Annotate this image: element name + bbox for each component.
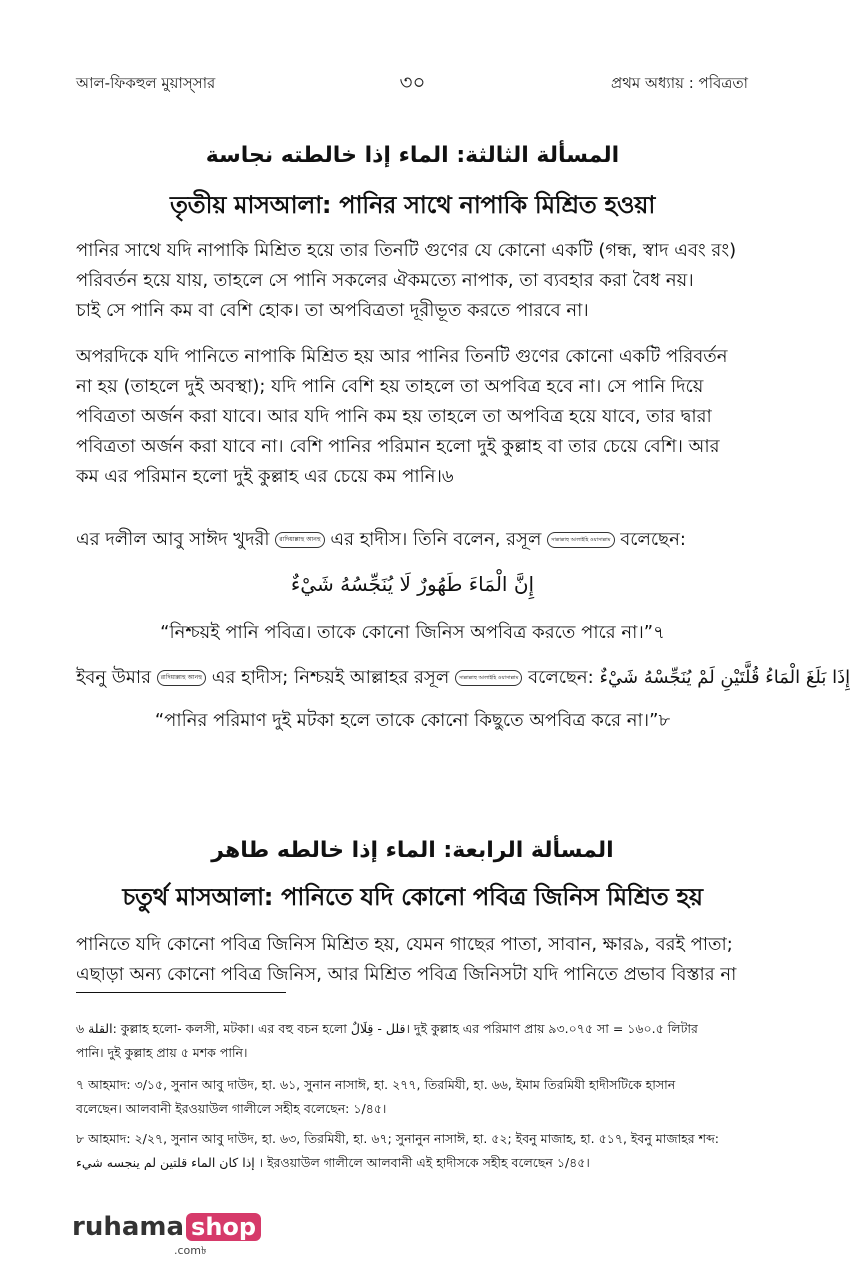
section4-paragraph-1 — [76, 930, 749, 990]
paragraph-line: পবিত্রতা অর্জন করা যাবে না। বেশি পানির পরিমান হলো দুই কুল্লাহ বা তার চেয়ে বেশি। আর — [76, 436, 720, 457]
footnote-8 — [76, 1127, 749, 1175]
evidence1-part-a: এর দলীল আবু সাঈদ খুদরী — [76, 529, 270, 550]
logo-text-shop: shop — [186, 1213, 261, 1241]
section4-arabic-title: المسألة الرابعة: الماء إذا خالطه طاهر — [211, 838, 614, 863]
hadith1-translation: “নিশ্চয়ই পানি পবিত্র। তাকে কোনো জিনিস অপবিত্র করতে পারে না।”৭ — [160, 622, 665, 643]
logo-text-ruhama: ruhama — [72, 1212, 185, 1242]
paragraph-line: পানির সাথে যদি নাপাকি মিশ্রিত হয়ে তার তিনটি গুণের যে কোনো একটি (গন্ধ, স্বাদ এবং রং) — [76, 240, 737, 261]
footnote-line: إذا كان الماء قلتين لم ينجسه شيء । ইরওয়াউল গালীলে আলবানী এই হাদীসকে সহীহ বলেছেন ১/৪৫। — [76, 1155, 590, 1170]
paragraph-line: এছাড়া অন্য কোনো পবিত্র জিনিস, আর মিশ্রিত পবিত্র জিনিসটা যদি পানিতে প্রভাব বিস্তার না — [76, 964, 737, 985]
evidence2-part-a: ইবনু উমার — [76, 667, 151, 688]
footnote-line: ৮ আহমাদ: ২/২৭, সুনান আবু দাউদ, হা. ৬৩, তিরমিযী, হা. ৬৭; সুনানুন নাসাঈ, হা. ৫২; ইবনু মাজাহ, হা. ৫১৭, ইবনু মাজাহর শব্দ: — [76, 1131, 719, 1146]
footnote-6 — [76, 1017, 749, 1065]
section3-paragraph-1 — [76, 236, 749, 326]
paragraph-line: কম এর পরিমান হলো দুই কুল্লাহ এর চেয়ে কম পানি।৬ — [76, 466, 454, 487]
evidence1-part-c: বলেছেন: — [620, 529, 686, 550]
honorific-saw-icon: সাল্লাল্লাহু আলাইহি ওয়াসাল্লাম — [455, 670, 522, 686]
evidence2-part-b: এর হাদীস; নিশ্চয়ই আল্লাহর রসূল — [211, 667, 450, 688]
logo-text-com: .com৳ — [174, 1244, 207, 1257]
paragraph-line: না হয় (তাহলে দুই অবস্থা); যদি পানি বেশি হয় তাহলে তা অপবিত্র হবে না। সে পানি দিয়ে — [76, 376, 704, 397]
honorific-radi-icon: রাদিয়াল্লাহু আনহু — [157, 670, 206, 686]
paragraph-line: পবিত্রতা অর্জন করা যাবে। আর যদি পানি কম হয় তাহলে তা অপবিত্র হয়ে যাবে, তার দ্বারা — [76, 406, 712, 427]
evidence-line-content — [76, 525, 749, 555]
footnote-line: ৬ القلة: কুল্লাহ হলো- কলসী, মটকা। এর বহু বচন হলো قلل - قِلَالٌ। দুই কুল্লাহ এর পরিমাণ প্রায় ৯৩.০৭৫ সা = ১৬০.৫ লিটার — [76, 1021, 698, 1036]
paragraph-line: পানিতে যদি কোনো পবিত্র জিনিস মিশ্রিত হয়, যেমন গাছের পাতা, সাবান, ক্ষার৯, বরই পাতা; — [76, 934, 733, 955]
running-header-chapter: প্রথম অধ্যায় : পবিত্রতা — [611, 74, 748, 92]
footnote-line: বলেছেন। আলবানী ইরওয়াউল গালীলে সহীহ বলেছেন: ১/৪৫। — [76, 1101, 387, 1116]
section4-title: চতুর্থ মাসআলা: পানিতে যদি কোনো পবিত্র জিনিস মিশ্রিত হয় — [122, 883, 703, 911]
footnote-divider — [76, 992, 286, 993]
page-number: ৩০ — [399, 70, 426, 94]
paragraph-line: পরিবর্তন হয়ে যায়, তাহলে সে পানি সকলের ঐকমত্যে নাপাক, তা ব্যবহার করা বৈধ নয়। — [76, 270, 694, 291]
evidence1-part-b: এর হাদীস। তিনি বলেন, রসূল — [330, 529, 542, 550]
evidence2-part-c: বলেছেন: — [528, 667, 594, 688]
section3-paragraph-2 — [76, 342, 749, 492]
hadith2-translation: “পানির পরিমাণ দুই মটকা হলে তাকে কোনো কিছুতে অপবিত্র করে না।”৮ — [154, 710, 671, 731]
ruhama-shop-logo — [72, 1212, 261, 1257]
evidence-line-content — [76, 663, 850, 693]
paragraph-line: চাই সে পানি কম বা বেশি হোক। তা অপবিত্রতা দূরীভূত করতে পারবে না। — [76, 300, 589, 321]
section3-title: তৃতীয় মাসআলা: পানির সাথে নাপাকি মিশ্রিত হওয়া — [169, 191, 656, 219]
footnote-line: পানি। দুই কুল্লাহ প্রায় ৫ মশক পানি। — [76, 1045, 248, 1060]
paragraph-line: অপরদিকে যদি পানিতে নাপাকি মিশ্রিত হয় আর পানির তিনটি গুণের কোনো একটি পরিবর্তন — [76, 346, 728, 367]
evidence-line-1 — [76, 525, 749, 555]
footnote-7 — [76, 1073, 749, 1121]
honorific-saw-icon: সাল্লাল্লাহু আলাইহি ওয়াসাল্লাম — [547, 532, 614, 548]
hadith1-arabic: إِنَّ الْمَاءَ طَهُورٌ لَا يُنَجِّسُهُ شَيْءٌ — [290, 572, 535, 596]
running-header-book-title: আল-ফিকহুল মুয়াস্‌সার — [76, 74, 216, 92]
section3-arabic-title: المسألة الثالثة: الماء إذا خالطته نجاسة — [205, 143, 620, 168]
evidence-line-2 — [76, 663, 850, 693]
honorific-radi-icon: রাদিয়াল্লাহু আনহু — [275, 532, 324, 548]
hadith2-arabic: إِذَا بَلَغَ الْمَاءُ قُلَّتَيْنِ لَمْ يُنَجِّسْهُ شَيْءٌ — [599, 667, 850, 688]
footnote-line: ৭ আহমাদ: ৩/১৫, সুনান আবু দাউদ, হা. ৬১, সুনান নাসাঈ, হা. ২৭৭, তিরমিযী, হা. ৬৬, ইমাম তিরমিযী হাদীসটিকে হাসান — [76, 1077, 676, 1092]
